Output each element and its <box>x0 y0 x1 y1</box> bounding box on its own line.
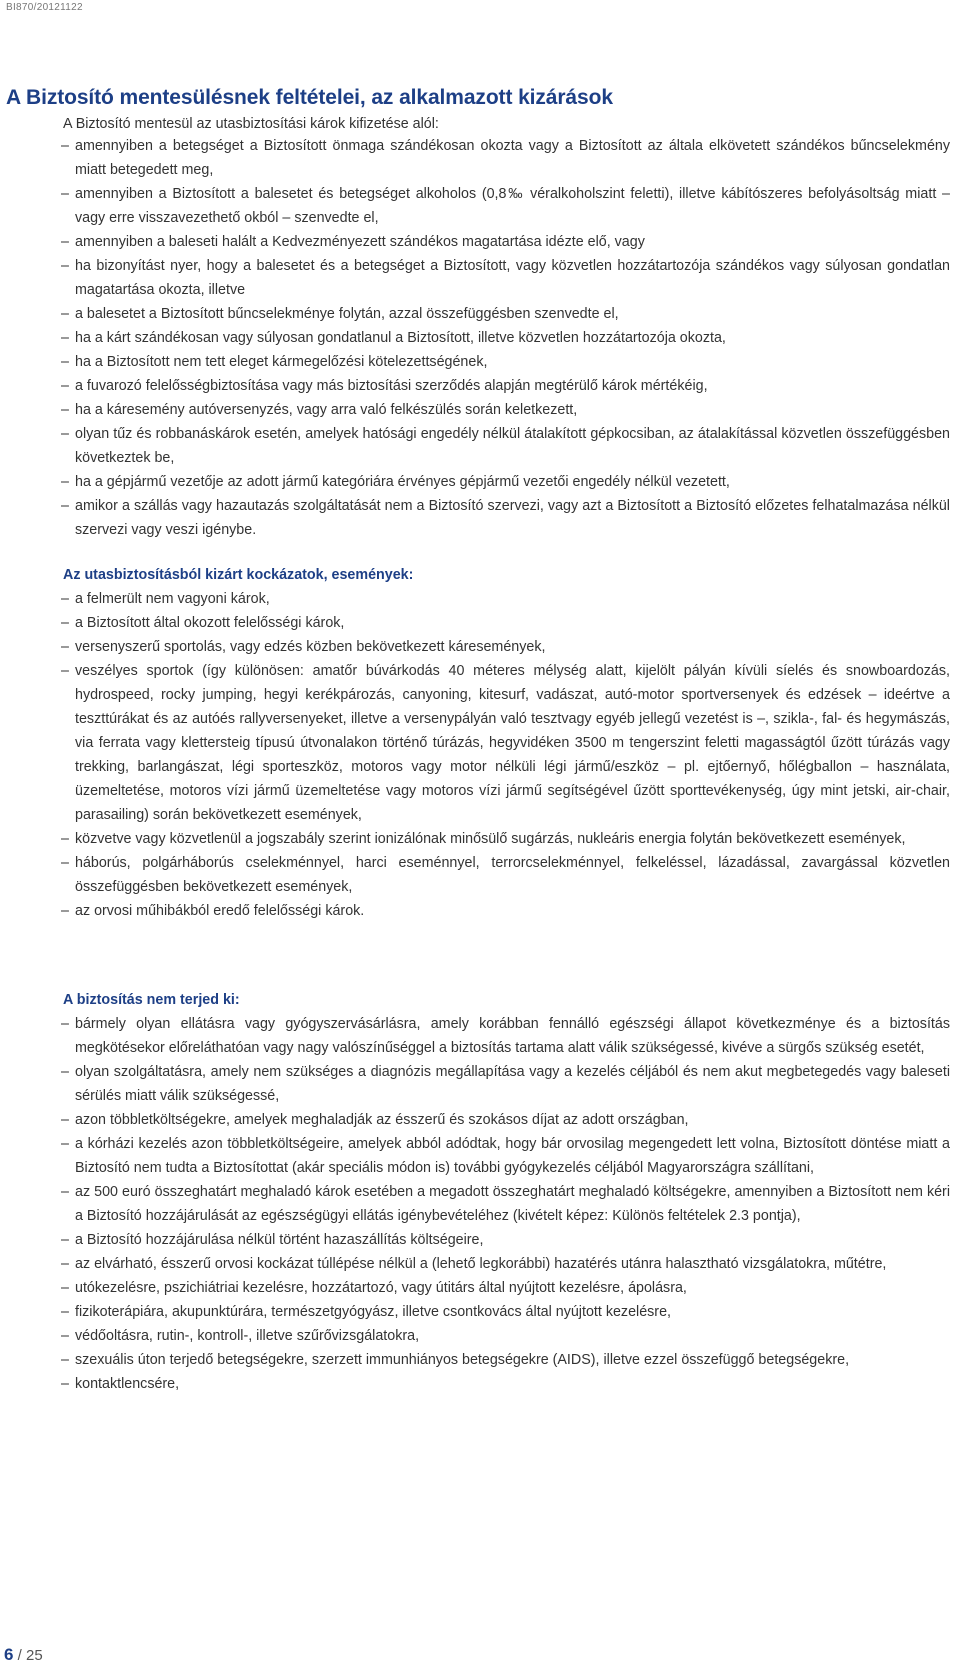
list-item: – a kórházi kezelés azon többletköltségeire, amelyek abból adódtak, hogy bár orvosilag megengedett lett volna, Biztosított döntése miatt a Biztosító nem tudta a Biztosítottat (akár speciális módon is) további gyógykezelés céljából Magyarországra szállítani, <box>63 1132 950 1180</box>
list-item: – azon többletköltségekre, amelyek meghaladják az ésszerű és szokásos díjat az adott országban, <box>63 1108 950 1132</box>
not-covered-list <box>63 1012 950 1396</box>
list-item: – a Biztosított által okozott felelősségi károk, <box>63 611 950 635</box>
list-item: – fizikoterápiára, akupunktúrára, természetgyógyász, illetve csontkovács által nyújtott kezelésre, <box>63 1300 950 1324</box>
list-item: – amennyiben a Biztosított a balesetet és betegséget alkoholos (0,8‰ véralkoholszint feletti), illetve kábítószeres befolyásoltság miatt – vagy erre visszavezethető okból – szenvedte el, <box>63 182 950 230</box>
list-item: – ha bizonyítást nyer, hogy a balesetet és a betegséget a Biztosított, vagy közvetlen hozzátartozója szándékos vagy súlyosan gondatlan magatartása okozta, illetve <box>63 254 950 302</box>
list-item: – az 500 euró összeghatárt meghaladó károk esetében a megadott összeghatárt meghaladó költségekre, amennyiben a Biztosított nem kéri a Biztosító hozzájárulását az egészségügyi ellátás igénybevételéhez (kivételt képez: Különös feltételek 2.3 pontja), <box>63 1180 950 1228</box>
list-item: – veszélyes sportok (így különösen: amatőr búvárkodás 40 méteres mélység alatt, kijelölt pályán kívüli síelés és snowboardozás, hydrospeed, rocky jumping, hegyi kerékpározás, canyoning, kitesurf, vadászat, autó-motor sportversenyek és edzések – ideértve a teszttúrákat és az autóés rallyversenyeket, illetve a versenypályán való tesztvagy egyéb jellegű vezetést is –, szikla-, fal- és hegymászás, via ferrata vagy klettersteig típusú útvonalakon történő túrázás, hegyvidéken 3500 m tengerszint feletti magasságtól űzött túrázás vagy trekking, barlangászat, légi sporteszköz, motoros vagy motor nélküli légi jármű/eszköz – pl. ejtőernyő, hőlégballon – használata, üzemeltetése, motoros vízi jármű üzemeltetése vagy motoros vízi jármű segítségével űzött sporttevékenység, úgy mint jetski, air-chair, parasailing) során bekövetkezett események, <box>63 659 950 827</box>
list-item: – az elvárható, ésszerű orvosi kockázat túllépése nélkül a (lehető legkorábbi) hazatérés utánra halasztható vizsgálatokra, műtétre, <box>63 1252 950 1276</box>
excluded-risks-list <box>63 587 950 923</box>
list-item: – ha a gépjármű vezetője az adott jármű kategóriára érvényes gépjármű vezetői engedély nélkül vezetett, <box>63 470 950 494</box>
exemption-list <box>63 134 950 542</box>
list-item: – amikor a szállás vagy hazautazás szolgáltatását nem a Biztosító szervezi, vagy azt a Biztosított a Biztosító előzetes felhatalmazása nélkül szervezi vagy veszi igénybe. <box>63 494 950 542</box>
list-item: – a felmerült nem vagyoni károk, <box>63 587 950 611</box>
list-item: – a Biztosító hozzájárulása nélkül történt hazaszállítás költségeire, <box>63 1228 950 1252</box>
list-item: – amennyiben a betegséget a Biztosított önmaga szándékosan okozta vagy a Biztosított az általa elkövetett szándékos bűncselekmény miatt betegedett meg, <box>63 134 950 182</box>
list-item: – amennyiben a baleseti halált a Kedvezményezett szándékos magatartása idézte elő, vagy <box>63 230 950 254</box>
list-item: – szexuális úton terjedő betegségekre, szerzett immunhiányos betegségekre (AIDS), illetve ezzel összefüggő betegségekre, <box>63 1348 950 1372</box>
exemption-section <box>63 134 950 542</box>
list-item: – ha a Biztosított nem tett eleget kármegelőzési kötelezettségének, <box>63 350 950 374</box>
list-item: – az orvosi műhibákból eredő felelősségi károk. <box>63 899 950 923</box>
list-item: – versenyszerű sportolás, vagy edzés közben bekövetkezett káresemények, <box>63 635 950 659</box>
list-item: – a balesetet a Biztosított bűncselekménye folytán, azzal összefüggésben szenvedte el, <box>63 302 950 326</box>
list-item: – védőoltásra, rutin-, kontroll-, illetve szűrővizsgálatokra, <box>63 1324 950 1348</box>
list-item: – a fuvarozó felelősségbiztosítása vagy más biztosítási szerződés alapján megtérülő károk mértékéig, <box>63 374 950 398</box>
list-item: – olyan szolgáltatásra, amely nem szükséges a diagnózis megállapítása vagy a kezelés céljából és nem akut megbetegedés vagy baleseti sérülés miatt válik szükségessé, <box>63 1060 950 1108</box>
page-title: A Biztosító mentesülésnek feltételei, az alkalmazott kizárások <box>6 86 613 109</box>
excluded-risks-section <box>63 563 950 923</box>
document-code: BI870/20121122 <box>6 2 83 13</box>
list-item: – bármely olyan ellátásra vagy gyógyszervásárlásra, amely korábban fennálló egészségi állapot következménye és a biztosítás megkötésekor előreláthatóan vagy nagy valószínűséggel a biztosítás tartama alatt válik szükségessé, kivéve a sürgős szükség esetét, <box>63 1012 950 1060</box>
excluded-risks-heading: Az utasbiztosításból kizárt kockázatok, események: <box>63 567 414 583</box>
list-item: – közvetve vagy közvetlenül a jogszabály szerint ionizálónak minősülő sugárzás, nukleáris energia folytán bekövetkezett események, <box>63 827 950 851</box>
list-item: – ha a kárt szándékosan vagy súlyosan gondatlanul a Biztosított, illetve közvetlen hozzátartozója okozta, <box>63 326 950 350</box>
page-total: 25 <box>25 1647 43 1664</box>
page-number <box>4 1645 43 1665</box>
list-item: – utókezelésre, pszichiátriai kezelésre, hozzátartozó, vagy útitárs által nyújtott kezelésre, ápolásra, <box>63 1276 950 1300</box>
page-separator: / <box>17 1647 22 1664</box>
list-item: – ha a káresemény autóversenyzés, vagy arra való felkészülés során keletkezett, <box>63 398 950 422</box>
list-item: – háborús, polgárháborús cselekménnyel, harci eseménnyel, terrorcselekménnyel, felkeléssel, lázadással, zavargással közvetlen összefüggésben bekövetkezett események, <box>63 851 950 899</box>
list-item: – olyan tűz és robbanáskárok esetén, amelyek hatósági engedély nélkül átalakított gépkocsiban, az átalakítással közvetlen összefüggésben következtek be, <box>63 422 950 470</box>
intro-text: A Biztosító mentesül az utasbiztosítási károk kifizetése alól: <box>63 116 439 132</box>
not-covered-section <box>63 988 950 1396</box>
list-item: – kontaktlencsére, <box>63 1372 950 1396</box>
not-covered-heading: A biztosítás nem terjed ki: <box>63 992 240 1008</box>
page-current: 6 <box>4 1645 14 1664</box>
